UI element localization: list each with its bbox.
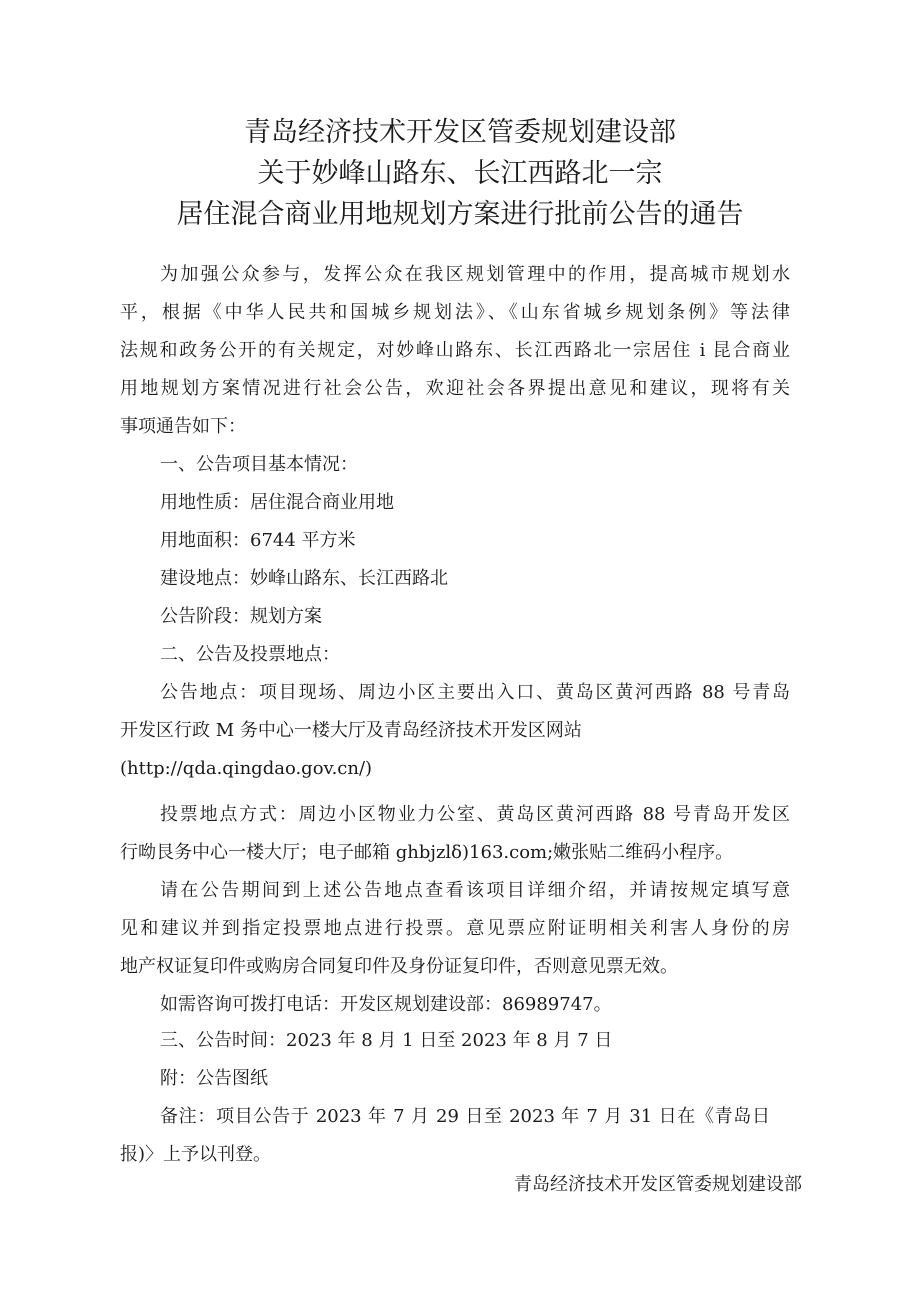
title-line-2: 关于妙峰山路东、长江西路北一宗 (257, 158, 663, 189)
remark-line-2: 报)〉上予以刊登。 (120, 1144, 272, 1165)
request-line-3: 地产权证复印件或购房合同复印件及身份证复印件，否则意见票无效。 (120, 956, 678, 977)
attachment-note: 附：公告图纸 (160, 1068, 268, 1089)
title-line-1: 青岛经济技术开发区管委规划建设部 (244, 117, 676, 148)
section-1-heading: 一、公告项目基本情况： (160, 454, 358, 475)
notice-place-line-1: 公告地点：项目现场、周边小区主要出入口、黄岛区黄河西路 88 号青岛 (160, 682, 790, 703)
section-2-heading: 二、公告及投票地点： (160, 644, 340, 665)
notice-place-line-2: 开发区行政 M 务中心一楼大厅及青岛经济技术开发区网站 (120, 720, 582, 741)
intro-line-4: 用地规划方案情况进行社会公告，欢迎社会各界提出意见和建议，现将有关 (120, 378, 790, 399)
section-3-notice-period: 三、公告时间：2023 年 8 月 1 日至 2023 年 8 月 7 日 (160, 1030, 613, 1051)
request-line-1: 请在公告期间到上述公告地点查看该项目详细介绍，并请按规定填写意 (160, 880, 790, 901)
intro-line-2: 平，根据《中华人民共和国城乡规划法》、《山东省城乡规划条例》等法律 (120, 302, 790, 323)
contact-phone: 如需咨询可拨打电话：开发区规划建设部：86989747。 (160, 994, 612, 1015)
title-line-3: 居住混合商业用地规划方案进行批前公告的通告 (176, 199, 744, 230)
land-area: 用地面积：6744 平方米 (160, 530, 356, 551)
intro-line-3: 法规和政务公开的有关规定，对妙峰山路东、长江西路北一宗居住 i 昆合商业 (120, 340, 790, 361)
intro-line-1: 为加强公众参与，发挥公众在我区规划管理中的作用，提高城市规划水 (160, 264, 790, 285)
request-line-2: 见和建议并到指定投票地点进行投票。意见票应附证明相关利害人身份的房 (120, 918, 790, 939)
vote-place-line-2: 行呦艮务中心一楼大厅；电子邮箱 ghbjzlδ)163.com;嫩张贴二维码小程序。 (120, 842, 734, 863)
notice-stage: 公告阶段：规划方案 (160, 606, 322, 627)
vote-place-line-1: 投票地点方式：周边小区物业力公室、黄岛区黄河西路 88 号青岛开发区 (160, 804, 790, 825)
remark-line-1: 备注：项目公告于 2023 年 7 月 29 日至 2023 年 7 月 31 日在《青岛日 (160, 1106, 770, 1127)
construction-location: 建设地点：妙峰山路东、长江西路北 (160, 568, 448, 589)
website-link[interactable]: (http://qda.qingdao.gov.cn/) (120, 758, 373, 779)
land-use: 用地性质：居住混合商业用地 (160, 492, 394, 513)
issuer-signature: 青岛经济技术开发区管委规划建设部 (514, 1174, 802, 1195)
intro-line-5: 事项通告如下： (120, 416, 246, 437)
